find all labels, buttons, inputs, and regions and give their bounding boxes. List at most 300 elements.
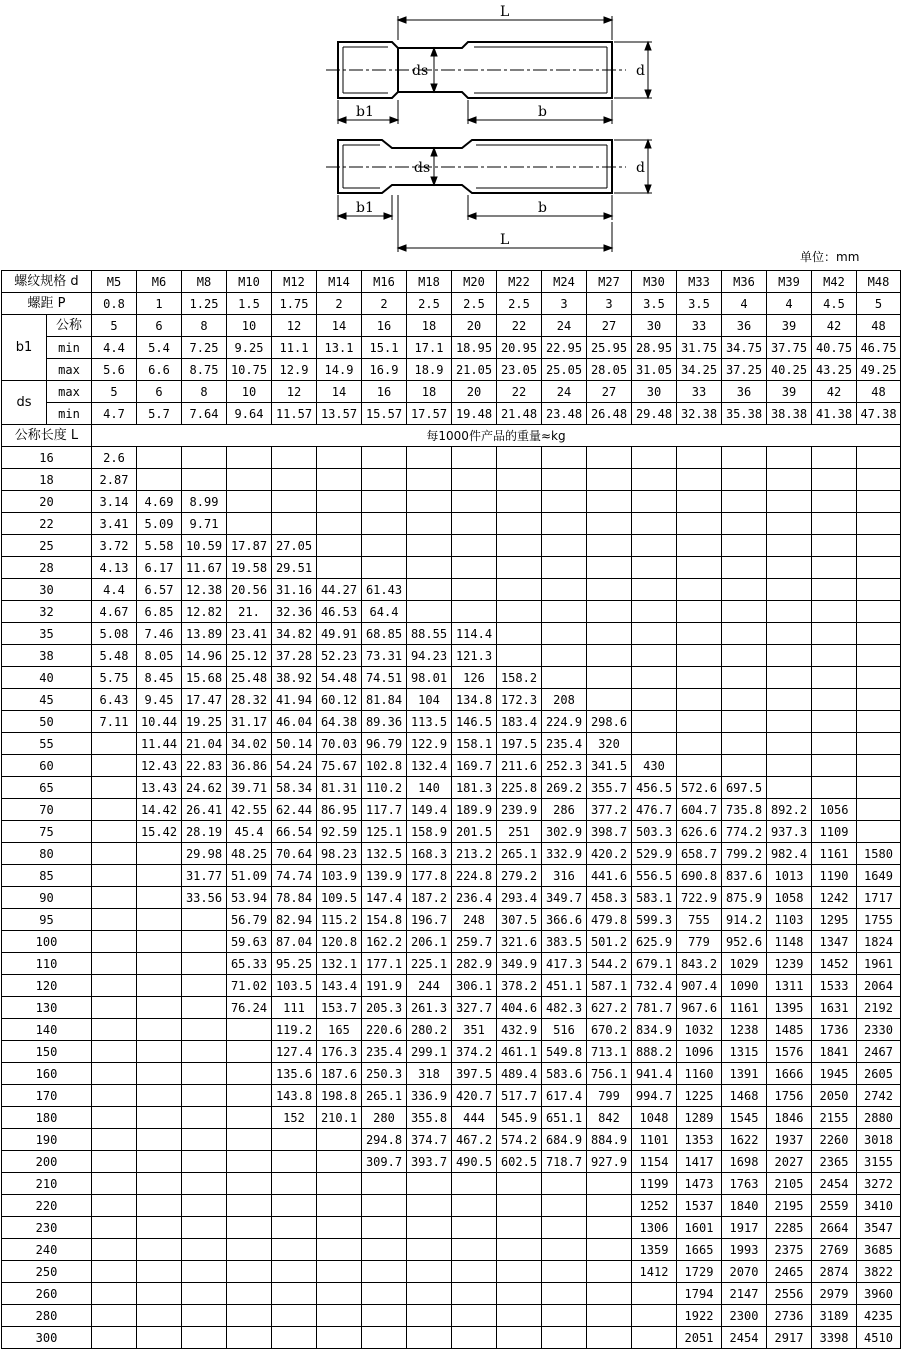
weight-cell: 336.9 bbox=[407, 1085, 452, 1107]
weight-cell: 952.6 bbox=[722, 931, 767, 953]
weight-cell: 78.84 bbox=[272, 887, 317, 909]
weight-cell bbox=[497, 513, 542, 535]
weight-cell bbox=[542, 601, 587, 623]
weight-cell: 799.2 bbox=[722, 843, 767, 865]
b1-min-value: 5.4 bbox=[137, 337, 182, 359]
min-label: min bbox=[47, 403, 92, 425]
weight-cell: 1252 bbox=[632, 1195, 677, 1217]
b1-min-value: 15.1 bbox=[362, 337, 407, 359]
weight-cell: 490.5 bbox=[452, 1151, 497, 1173]
weight-cell: 37.28 bbox=[272, 645, 317, 667]
weight-cell bbox=[227, 1129, 272, 1151]
size-header: M18 bbox=[407, 271, 452, 293]
weight-cell bbox=[812, 601, 857, 623]
pitch-value: 2.5 bbox=[497, 293, 542, 315]
weight-cell: 398.7 bbox=[587, 821, 632, 843]
weight-cell bbox=[812, 447, 857, 469]
weight-cell bbox=[587, 1283, 632, 1305]
weight-cell: 158.1 bbox=[452, 733, 497, 755]
weight-cell: 1225 bbox=[677, 1085, 722, 1107]
weight-cell: 1199 bbox=[632, 1173, 677, 1195]
weight-cell: 892.2 bbox=[767, 799, 812, 821]
weight-cell bbox=[857, 491, 901, 513]
weight-cell bbox=[317, 1129, 362, 1151]
label-d-top: d bbox=[636, 63, 645, 79]
weight-cell: 1101 bbox=[632, 1129, 677, 1151]
weight-cell bbox=[362, 491, 407, 513]
ds-max-value: 18 bbox=[407, 381, 452, 403]
weight-cell: 74.74 bbox=[272, 865, 317, 887]
weight-cell bbox=[272, 1239, 317, 1261]
b1-max-value: 5.6 bbox=[92, 359, 137, 381]
weight-cell bbox=[587, 1305, 632, 1327]
weight-cell bbox=[632, 733, 677, 755]
weight-cell bbox=[497, 557, 542, 579]
weight-cell bbox=[722, 623, 767, 645]
weight-cell bbox=[272, 1283, 317, 1305]
weight-cell: 722.9 bbox=[677, 887, 722, 909]
weight-cell bbox=[92, 821, 137, 843]
min-label: min bbox=[47, 337, 92, 359]
weight-cell: 115.2 bbox=[317, 909, 362, 931]
weight-cell: 2605 bbox=[857, 1063, 901, 1085]
pitch-value: 2.5 bbox=[407, 293, 452, 315]
ds-min-value: 21.48 bbox=[497, 403, 542, 425]
weight-cell: 2874 bbox=[812, 1261, 857, 1283]
weight-cell: 14.96 bbox=[182, 645, 227, 667]
weight-cell: 2454 bbox=[812, 1173, 857, 1195]
weight-cell: 3.72 bbox=[92, 535, 137, 557]
weight-cell bbox=[722, 601, 767, 623]
weight-cell bbox=[227, 1261, 272, 1283]
weight-cell: 94.23 bbox=[407, 645, 452, 667]
pitch-value: 3 bbox=[542, 293, 587, 315]
label-d-bottom: d bbox=[636, 160, 645, 176]
weight-cell: 22.83 bbox=[182, 755, 227, 777]
weight-cell: 176.3 bbox=[317, 1041, 362, 1063]
weight-cell: 2300 bbox=[722, 1305, 767, 1327]
weight-cell bbox=[812, 623, 857, 645]
length-value: 140 bbox=[2, 1019, 92, 1041]
weight-cell: 5.75 bbox=[92, 667, 137, 689]
ds-max-value: 6 bbox=[137, 381, 182, 403]
weight-cell: 1154 bbox=[632, 1151, 677, 1173]
weight-cell: 1090 bbox=[722, 975, 767, 997]
weight-cell: 122.9 bbox=[407, 733, 452, 755]
weight-cell bbox=[857, 821, 901, 843]
weight-cell bbox=[452, 491, 497, 513]
weight-cell: 1945 bbox=[812, 1063, 857, 1085]
weight-cell: 154.8 bbox=[362, 909, 407, 931]
weight-cell: 2769 bbox=[812, 1239, 857, 1261]
weight-cell: 224.8 bbox=[452, 865, 497, 887]
weight-cell bbox=[812, 711, 857, 733]
weight-cell bbox=[317, 1217, 362, 1239]
weight-cell: 205.3 bbox=[362, 997, 407, 1019]
weight-cell: 3547 bbox=[857, 1217, 901, 1239]
weight-cell bbox=[497, 1217, 542, 1239]
weight-cell bbox=[137, 843, 182, 865]
table-row bbox=[2, 799, 901, 821]
weight-cell bbox=[272, 1151, 317, 1173]
weight-cell: 549.8 bbox=[542, 1041, 587, 1063]
weight-cell bbox=[92, 1261, 137, 1283]
weight-cell bbox=[497, 447, 542, 469]
weight-cell: 321.6 bbox=[497, 931, 542, 953]
weight-cell bbox=[632, 711, 677, 733]
weight-cell: 196.7 bbox=[407, 909, 452, 931]
length-value: 190 bbox=[2, 1129, 92, 1151]
weight-cell bbox=[137, 1239, 182, 1261]
ds-min-value: 7.64 bbox=[182, 403, 227, 425]
length-value: 280 bbox=[2, 1305, 92, 1327]
b1-max-value: 18.9 bbox=[407, 359, 452, 381]
weight-cell bbox=[497, 469, 542, 491]
weight-cell: 62.44 bbox=[272, 799, 317, 821]
weight-cell: 1846 bbox=[767, 1107, 812, 1129]
weight-cell bbox=[92, 1327, 137, 1349]
b1-max-value: 34.25 bbox=[677, 359, 722, 381]
length-value: 70 bbox=[2, 799, 92, 821]
weight-cell: 75.67 bbox=[317, 755, 362, 777]
weight-cell: 110.2 bbox=[362, 777, 407, 799]
weight-cell: 355.7 bbox=[587, 777, 632, 799]
weight-cell: 74.51 bbox=[362, 667, 407, 689]
weight-cell: 1056 bbox=[812, 799, 857, 821]
weight-cell: 117.7 bbox=[362, 799, 407, 821]
weight-cell: 158.2 bbox=[497, 667, 542, 689]
stud-drawing bbox=[0, 0, 901, 270]
weight-cell: 294.8 bbox=[362, 1129, 407, 1151]
nominal-label: 公称 bbox=[47, 315, 92, 337]
weight-cell bbox=[182, 909, 227, 931]
weight-cell: 33.56 bbox=[182, 887, 227, 909]
weight-cell bbox=[587, 491, 632, 513]
length-value: 18 bbox=[2, 469, 92, 491]
weight-cell: 21.04 bbox=[182, 733, 227, 755]
weight-cell: 146.5 bbox=[452, 711, 497, 733]
weight-cell bbox=[587, 447, 632, 469]
table-row bbox=[2, 381, 901, 403]
weight-cell: 165 bbox=[317, 1019, 362, 1041]
weight-cell: 774.2 bbox=[722, 821, 767, 843]
weight-cell bbox=[767, 755, 812, 777]
weight-cell bbox=[272, 1173, 317, 1195]
table-row bbox=[2, 469, 901, 491]
ds-min-value: 35.38 bbox=[722, 403, 767, 425]
weight-cell bbox=[497, 1305, 542, 1327]
weight-cell bbox=[677, 447, 722, 469]
weight-cell: 9.71 bbox=[182, 513, 227, 535]
weight-cell bbox=[767, 491, 812, 513]
b1-min-value: 4.4 bbox=[92, 337, 137, 359]
b1-max-value: 40.25 bbox=[767, 359, 812, 381]
weight-cell: 718.7 bbox=[542, 1151, 587, 1173]
length-value: 150 bbox=[2, 1041, 92, 1063]
weight-cell: 1161 bbox=[812, 843, 857, 865]
weight-cell: 21. bbox=[227, 601, 272, 623]
weight-cell bbox=[497, 491, 542, 513]
weight-cell: 2064 bbox=[857, 975, 901, 997]
label-b-top: b bbox=[538, 104, 547, 120]
weight-cell bbox=[542, 1217, 587, 1239]
weight-cell bbox=[92, 1239, 137, 1261]
size-header: M12 bbox=[272, 271, 317, 293]
weight-cell: 2979 bbox=[812, 1283, 857, 1305]
weight-cell: 1840 bbox=[722, 1195, 767, 1217]
weight-cell: 181.3 bbox=[452, 777, 497, 799]
weight-cell: 1029 bbox=[722, 953, 767, 975]
b1-nominal-value: 33 bbox=[677, 315, 722, 337]
table-row bbox=[2, 931, 901, 953]
weight-cell: 842 bbox=[587, 1107, 632, 1129]
weight-cell: 64.38 bbox=[317, 711, 362, 733]
ds-max-value: 5 bbox=[92, 381, 137, 403]
table-row bbox=[2, 843, 901, 865]
weight-cell bbox=[182, 1041, 227, 1063]
ds-max-value: 36 bbox=[722, 381, 767, 403]
weight-cell: 884.9 bbox=[587, 1129, 632, 1151]
weight-cell: 282.9 bbox=[452, 953, 497, 975]
pitch-value: 4 bbox=[722, 293, 767, 315]
weight-cell: 327.7 bbox=[452, 997, 497, 1019]
weight-cell: 59.63 bbox=[227, 931, 272, 953]
weight-cell: 149.4 bbox=[407, 799, 452, 821]
weight-cell: 183.4 bbox=[497, 711, 542, 733]
weight-cell bbox=[767, 513, 812, 535]
weight-cell: 81.31 bbox=[317, 777, 362, 799]
ds-max-value: 33 bbox=[677, 381, 722, 403]
b1-nominal-value: 27 bbox=[587, 315, 632, 337]
label-b1-bottom: b1 bbox=[356, 200, 374, 216]
weight-cell bbox=[812, 777, 857, 799]
b1-max-value: 49.25 bbox=[857, 359, 901, 381]
weight-cell: 147.4 bbox=[362, 887, 407, 909]
weight-cell bbox=[272, 469, 317, 491]
weight-cell bbox=[92, 909, 137, 931]
weight-cell: 1794 bbox=[677, 1283, 722, 1305]
table-row bbox=[2, 557, 901, 579]
weight-cell bbox=[452, 1195, 497, 1217]
b1-min-value: 46.75 bbox=[857, 337, 901, 359]
weight-cell bbox=[812, 469, 857, 491]
weight-cell: 299.1 bbox=[407, 1041, 452, 1063]
weight-cell: 13.89 bbox=[182, 623, 227, 645]
weight-cell: 781.7 bbox=[632, 997, 677, 1019]
weight-cell: 58.34 bbox=[272, 777, 317, 799]
weight-cell bbox=[812, 513, 857, 535]
weight-cell bbox=[677, 755, 722, 777]
weight-cell: 1391 bbox=[722, 1063, 767, 1085]
weight-cell: 3018 bbox=[857, 1129, 901, 1151]
weight-cell: 197.5 bbox=[497, 733, 542, 755]
weight-cell bbox=[542, 557, 587, 579]
weight-cell: 132.4 bbox=[407, 755, 452, 777]
weight-cell: 2105 bbox=[767, 1173, 812, 1195]
weight-cell bbox=[227, 1217, 272, 1239]
weight-cell bbox=[362, 447, 407, 469]
table-row bbox=[2, 1261, 901, 1283]
weight-cell bbox=[227, 1063, 272, 1085]
weight-cell: 132.1 bbox=[317, 953, 362, 975]
weight-cell: 210.1 bbox=[317, 1107, 362, 1129]
weight-cell bbox=[452, 535, 497, 557]
table-row bbox=[2, 293, 901, 315]
weight-cell: 102.8 bbox=[362, 755, 407, 777]
weight-cell: 6.57 bbox=[137, 579, 182, 601]
weight-cell bbox=[182, 447, 227, 469]
weight-cell: 280.2 bbox=[407, 1019, 452, 1041]
weight-cell: 2155 bbox=[812, 1107, 857, 1129]
weight-cell bbox=[137, 1217, 182, 1239]
weight-cell: 349.9 bbox=[497, 953, 542, 975]
weight-cell bbox=[272, 513, 317, 535]
weight-cell: 92.59 bbox=[317, 821, 362, 843]
weight-cell: 383.5 bbox=[542, 931, 587, 953]
weight-cell bbox=[182, 975, 227, 997]
weight-cell: 302.9 bbox=[542, 821, 587, 843]
weight-cell: 6.17 bbox=[137, 557, 182, 579]
weight-cell bbox=[227, 1019, 272, 1041]
b1-nominal-value: 48 bbox=[857, 315, 901, 337]
weight-cell: 1717 bbox=[857, 887, 901, 909]
weight-cell bbox=[677, 491, 722, 513]
weight-cell bbox=[92, 843, 137, 865]
weight-cell: 3.14 bbox=[92, 491, 137, 513]
weight-cell: 28.19 bbox=[182, 821, 227, 843]
b1-min-value: 28.95 bbox=[632, 337, 677, 359]
weight-cell: 1824 bbox=[857, 931, 901, 953]
weight-cell: 119.2 bbox=[272, 1019, 317, 1041]
weight-cell bbox=[767, 689, 812, 711]
weight-cell: 732.4 bbox=[632, 975, 677, 997]
weight-cell: 98.23 bbox=[317, 843, 362, 865]
weight-cell bbox=[407, 1239, 452, 1261]
weight-cell: 239.9 bbox=[497, 799, 542, 821]
size-header: M36 bbox=[722, 271, 767, 293]
weight-cell: 1242 bbox=[812, 887, 857, 909]
b1-max-value: 37.25 bbox=[722, 359, 767, 381]
weight-cell: 3685 bbox=[857, 1239, 901, 1261]
weight-cell: 3960 bbox=[857, 1283, 901, 1305]
weight-cell: 1353 bbox=[677, 1129, 722, 1151]
weight-cell bbox=[182, 1019, 227, 1041]
weight-cell: 286 bbox=[542, 799, 587, 821]
pitch-value: 2 bbox=[317, 293, 362, 315]
weight-cell: 937.3 bbox=[767, 821, 812, 843]
weight-cell bbox=[452, 1261, 497, 1283]
ds-max-value: 27 bbox=[587, 381, 632, 403]
weight-cell bbox=[182, 1217, 227, 1239]
weight-cell: 34.82 bbox=[272, 623, 317, 645]
weight-cell bbox=[857, 557, 901, 579]
weight-cell bbox=[722, 755, 767, 777]
size-header: M14 bbox=[317, 271, 362, 293]
weight-cell: 127.4 bbox=[272, 1041, 317, 1063]
weight-cell: 1631 bbox=[812, 997, 857, 1019]
weight-cell: 2917 bbox=[767, 1327, 812, 1349]
weight-cell bbox=[452, 447, 497, 469]
weight-cell bbox=[677, 689, 722, 711]
weight-cell: 875.9 bbox=[722, 887, 767, 909]
length-value: 85 bbox=[2, 865, 92, 887]
weight-cell bbox=[92, 953, 137, 975]
weight-cell: 38.92 bbox=[272, 667, 317, 689]
b1-min-value: 22.95 bbox=[542, 337, 587, 359]
weight-cell bbox=[452, 469, 497, 491]
weight-cell: 627.2 bbox=[587, 997, 632, 1019]
weight-cell: 516 bbox=[542, 1019, 587, 1041]
weight-cell: 52.23 bbox=[317, 645, 362, 667]
weight-cell bbox=[857, 535, 901, 557]
weight-cell: 13.43 bbox=[137, 777, 182, 799]
table-row bbox=[2, 1283, 901, 1305]
weight-cell: 31.16 bbox=[272, 579, 317, 601]
weight-cell: 914.2 bbox=[722, 909, 767, 931]
b1-nominal-value: 30 bbox=[632, 315, 677, 337]
weight-cell bbox=[857, 733, 901, 755]
weight-cell bbox=[92, 997, 137, 1019]
weight-cell bbox=[767, 645, 812, 667]
weight-cell: 690.8 bbox=[677, 865, 722, 887]
weight-cell: 2365 bbox=[812, 1151, 857, 1173]
weight-cell bbox=[227, 1041, 272, 1063]
length-value: 50 bbox=[2, 711, 92, 733]
b1-nominal-value: 16 bbox=[362, 315, 407, 337]
ds-min-value: 17.57 bbox=[407, 403, 452, 425]
weight-cell bbox=[767, 777, 812, 799]
size-header: M48 bbox=[857, 271, 901, 293]
weight-cell: 225.1 bbox=[407, 953, 452, 975]
weight-cell: 189.9 bbox=[452, 799, 497, 821]
b1-min-value: 31.75 bbox=[677, 337, 722, 359]
b1-max-value: 43.25 bbox=[812, 359, 857, 381]
b1-min-value: 17.1 bbox=[407, 337, 452, 359]
weight-cell: 19.58 bbox=[227, 557, 272, 579]
weight-cell bbox=[542, 1261, 587, 1283]
weight-cell: 351 bbox=[452, 1019, 497, 1041]
weight-cell bbox=[677, 667, 722, 689]
b1-nominal-value: 8 bbox=[182, 315, 227, 337]
weight-cell: 2260 bbox=[812, 1129, 857, 1151]
weight-cell: 489.4 bbox=[497, 1063, 542, 1085]
weight-cell: 225.8 bbox=[497, 777, 542, 799]
weight-cell bbox=[587, 689, 632, 711]
weight-cell bbox=[542, 1305, 587, 1327]
weight-cell: 374.7 bbox=[407, 1129, 452, 1151]
table-row bbox=[2, 1151, 901, 1173]
weight-cell bbox=[407, 469, 452, 491]
weight-cell: 70.03 bbox=[317, 733, 362, 755]
label-L-top: L bbox=[500, 4, 510, 20]
weight-cell bbox=[407, 579, 452, 601]
weight-cell bbox=[497, 1261, 542, 1283]
weight-cell bbox=[632, 513, 677, 535]
b1-nominal-value: 42 bbox=[812, 315, 857, 337]
weight-cell: 265.1 bbox=[362, 1085, 407, 1107]
weight-cell: 34.02 bbox=[227, 733, 272, 755]
weight-cell bbox=[722, 579, 767, 601]
b1-max-value: 6.6 bbox=[137, 359, 182, 381]
weight-cell bbox=[542, 1327, 587, 1349]
weight-cell bbox=[407, 557, 452, 579]
weight-cell: 1485 bbox=[767, 1019, 812, 1041]
length-value: 25 bbox=[2, 535, 92, 557]
weight-cell bbox=[272, 491, 317, 513]
weight-cell bbox=[227, 1283, 272, 1305]
weight-cell bbox=[497, 601, 542, 623]
weight-cell: 444 bbox=[452, 1107, 497, 1129]
